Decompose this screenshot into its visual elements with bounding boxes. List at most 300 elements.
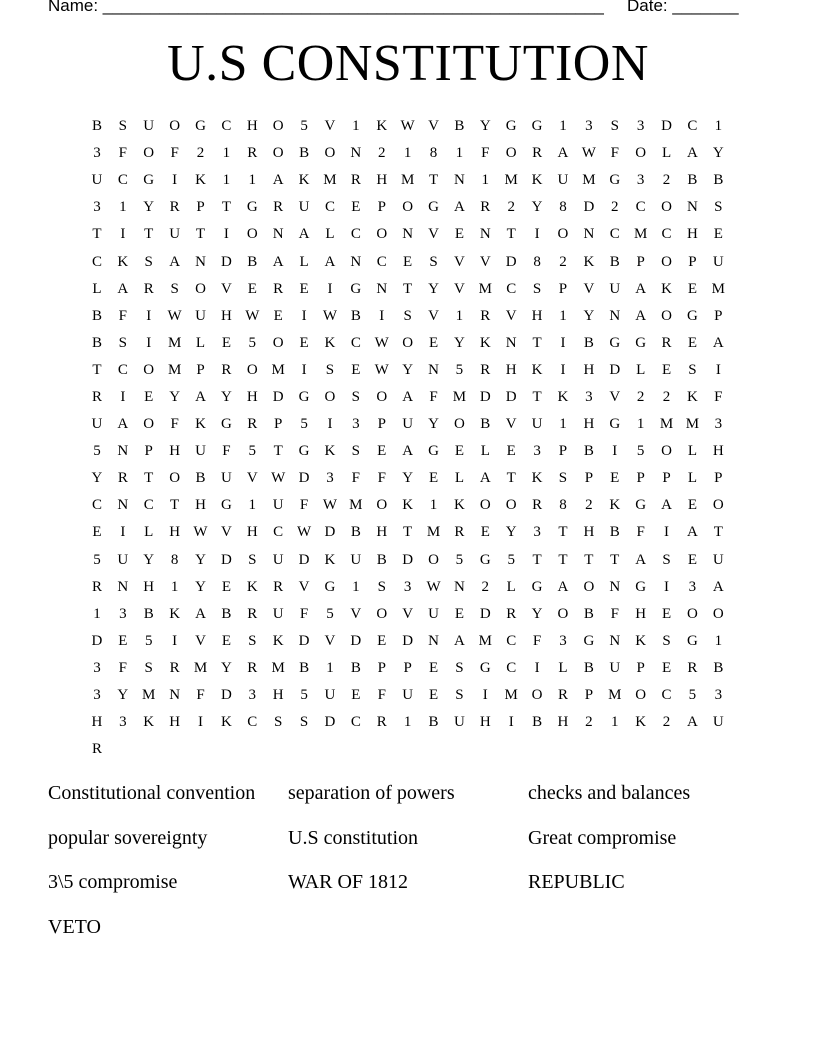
grid-letter: T: [403, 524, 413, 541]
grid-letter: T: [584, 551, 594, 568]
grid-letter: 2: [662, 388, 671, 405]
grid-letter: E: [403, 253, 413, 270]
grid-letter: 3: [585, 118, 593, 135]
grid-letter: I: [146, 334, 152, 351]
grid-letter: V: [350, 605, 362, 622]
grid-letter: V: [324, 118, 336, 135]
grid-letter: S: [403, 307, 412, 324]
grid-letter: 2: [636, 388, 645, 405]
grid-letter: C: [376, 253, 387, 270]
grid-letter: Y: [91, 470, 103, 487]
grid-letter: Y: [479, 118, 491, 135]
grid-letter: 5: [688, 687, 697, 704]
grid-letter: T: [403, 280, 413, 297]
grid-letter: M: [478, 280, 492, 297]
grid-letter: A: [324, 253, 336, 270]
grid-letter: M: [323, 172, 337, 189]
grid-letter: M: [400, 172, 415, 189]
grid-letter: N: [505, 334, 517, 351]
grid-letter: D: [479, 388, 491, 405]
grid-letter: E: [428, 334, 439, 351]
grid-letter: 1: [222, 172, 231, 189]
grid-letter: R: [661, 334, 672, 351]
grid-letter: 2: [662, 172, 671, 189]
grid-letter: 3: [714, 416, 723, 433]
grid-letter: A: [402, 443, 414, 460]
grid-letter: N: [350, 145, 362, 162]
grid-letter: 8: [559, 199, 567, 216]
grid-letter: B: [583, 659, 594, 676]
grid-letter: E: [144, 388, 154, 405]
grid-letter: O: [272, 145, 284, 162]
grid-letter: O: [402, 334, 414, 351]
grid-letter: I: [198, 714, 203, 731]
grid-letter: U: [712, 551, 724, 568]
grid-letter: B: [583, 443, 594, 460]
grid-letter: R: [247, 605, 258, 622]
grid-letter: C: [661, 687, 672, 704]
grid-letter: C: [221, 118, 232, 135]
grid-letter: K: [117, 253, 129, 270]
grid-letter: 3: [93, 659, 101, 676]
grid-letter: N: [376, 280, 388, 297]
grid-letter: K: [324, 551, 336, 568]
grid-letter: H: [272, 687, 284, 704]
grid-letter: C: [687, 118, 698, 135]
grid-letter: W: [322, 497, 338, 514]
grid-letter: L: [558, 659, 568, 676]
grid-letter: T: [170, 497, 180, 514]
grid-letter: N: [117, 497, 129, 514]
grid-letter: C: [635, 199, 646, 216]
grid-letter: 1: [611, 714, 619, 731]
grid-letter: 5: [300, 687, 308, 704]
grid-letter: Y: [583, 307, 595, 324]
grid-letter: 3: [93, 687, 101, 704]
grid-letter: I: [223, 226, 229, 243]
grid-letter: C: [609, 226, 620, 243]
grid-letter: A: [298, 226, 310, 243]
grid-letter: N: [428, 361, 439, 378]
grid-letter: 1: [403, 714, 412, 731]
grid-letter: E: [610, 470, 620, 487]
grid-letter: F: [481, 145, 490, 162]
grid-letter: A: [453, 632, 465, 649]
grid-letter: A: [712, 578, 724, 595]
grid-letter: P: [377, 416, 386, 433]
grid-letter: 2: [559, 253, 567, 270]
grid-letter: O: [169, 118, 181, 135]
grid-letter: I: [327, 280, 333, 297]
grid-letter: E: [351, 199, 361, 216]
grid-letter: B: [480, 416, 491, 433]
grid-letter: G: [350, 280, 362, 297]
grid-letter: R: [143, 280, 154, 297]
grid-letter: H: [376, 524, 388, 541]
grid-letter: O: [376, 605, 388, 622]
grid-letter: A: [687, 524, 698, 541]
grid-letter: M: [633, 226, 648, 243]
grid-letter: S: [351, 388, 361, 405]
grid-letter: 3: [93, 145, 101, 162]
grid-letter: C: [661, 226, 672, 243]
grid-letter: R: [221, 361, 232, 378]
grid-letter: D: [661, 118, 672, 135]
grid-letter: R: [480, 199, 491, 216]
grid-letter: K: [479, 334, 491, 351]
grid-letter: B: [428, 714, 439, 731]
grid-letter: N: [453, 172, 465, 189]
grid-letter: P: [688, 253, 697, 270]
grid-letter: B: [609, 524, 620, 541]
grid-letter: R: [506, 605, 517, 622]
grid-letter: W: [193, 524, 208, 541]
grid-letter: R: [91, 388, 102, 405]
grid-letter: T: [506, 226, 516, 243]
grid-letter: G: [324, 578, 336, 595]
grid-letter: 5: [300, 416, 308, 433]
word-list-item: REPUBLIC: [528, 871, 625, 893]
grid-letter: S: [558, 470, 568, 487]
grid-letter: C: [117, 172, 128, 189]
grid-letter: 1: [714, 632, 723, 649]
grid-letter: E: [687, 334, 698, 351]
grid-letter: H: [583, 416, 595, 433]
grid-letter: R: [273, 280, 284, 297]
grid-letter: T: [92, 226, 102, 243]
grid-letter: Y: [143, 199, 155, 216]
grid-letter: O: [143, 145, 155, 162]
grid-letter: I: [301, 361, 307, 378]
grid-letter: F: [118, 145, 127, 162]
grid-letter: D: [298, 551, 310, 568]
grid-letter: 1: [714, 118, 723, 135]
grid-letter: E: [687, 280, 698, 297]
grid-letter: E: [273, 307, 283, 324]
grid-letter: O: [661, 253, 672, 270]
grid-letter: O: [143, 416, 155, 433]
grid-letter: I: [508, 714, 514, 731]
grid-letter: C: [324, 199, 335, 216]
grid-letter: 3: [248, 687, 257, 704]
grid-letter: E: [221, 334, 231, 351]
grid-letter: M: [452, 388, 467, 405]
grid-letter: H: [246, 118, 258, 135]
grid-letter: U: [531, 416, 543, 433]
grid-letter: C: [91, 497, 102, 514]
grid-letter: Y: [505, 524, 517, 541]
grid-letter: V: [453, 280, 465, 297]
grid-letter: 3: [688, 578, 697, 595]
grid-letter: F: [377, 470, 386, 487]
grid-letter: S: [299, 714, 309, 731]
grid-letter: 1: [455, 307, 464, 324]
grid-letter: V: [220, 524, 232, 541]
grid-letter: S: [144, 253, 153, 270]
grid-letter: 8: [533, 253, 541, 270]
grid-letter: D: [220, 551, 232, 568]
grid-letter: F: [170, 145, 179, 162]
grid-letter: O: [505, 145, 517, 162]
grid-letter: H: [687, 226, 698, 243]
grid-letter: H: [195, 497, 206, 514]
grid-letter: 3: [585, 388, 593, 405]
grid-letter: E: [661, 361, 672, 378]
grid-letter: U: [117, 551, 129, 568]
grid-letter: Y: [402, 361, 414, 378]
grid-letter: P: [636, 659, 645, 676]
grid-letter: M: [685, 416, 700, 433]
grid-letter: 5: [300, 118, 308, 135]
grid-letter: O: [324, 388, 336, 405]
grid-letter: B: [713, 172, 724, 189]
grid-letter: N: [453, 578, 465, 595]
grid-letter: O: [324, 145, 336, 162]
grid-letter: N: [687, 199, 698, 216]
grid-letter: S: [714, 199, 723, 216]
grid-letter: B: [91, 118, 102, 135]
grid-letter: O: [272, 334, 284, 351]
grid-letter: K: [195, 416, 206, 433]
grid-letter: I: [664, 578, 670, 595]
grid-letter: U: [557, 172, 569, 189]
grid-letter: 3: [326, 470, 334, 487]
grid-letter: C: [350, 226, 361, 243]
grid-letter: I: [482, 687, 488, 704]
grid-letter: 2: [585, 497, 593, 514]
grid-letter: V: [428, 118, 439, 135]
grid-letter: M: [711, 280, 725, 297]
grid-letter: F: [118, 307, 127, 324]
grid-letter: O: [687, 605, 698, 622]
grid-letter: 1: [170, 578, 179, 595]
grid-letter: G: [479, 659, 491, 676]
grid-letter: P: [274, 416, 283, 433]
grid-letter: R: [480, 361, 491, 378]
grid-letter: U: [272, 551, 284, 568]
grid-letter: F: [610, 605, 619, 622]
word-list-item: VETO: [48, 915, 101, 938]
grid-letter: O: [376, 497, 388, 514]
grid-letter: L: [661, 145, 672, 162]
grid-letter: W: [245, 307, 260, 324]
grid-letter: S: [144, 659, 153, 676]
grid-letter: K: [687, 388, 698, 405]
grid-letter: L: [506, 578, 516, 595]
grid-letter: C: [350, 334, 361, 351]
word-list-item: popular sovereignty: [48, 826, 208, 849]
grid-letter: O: [143, 361, 155, 378]
grid-letter: M: [167, 361, 182, 378]
grid-letter: Y: [428, 280, 439, 297]
grid-letter: W: [322, 307, 338, 324]
grid-letter: B: [143, 605, 154, 622]
grid-letter: T: [144, 226, 154, 243]
grid-letter: V: [402, 605, 414, 622]
grid-letter: H: [246, 388, 258, 405]
grid-letter: E: [221, 632, 231, 649]
grid-letter: 2: [377, 145, 386, 162]
grid-letter: G: [687, 632, 698, 649]
grid-letter: K: [220, 714, 232, 731]
grid-letter: U: [402, 687, 414, 704]
grid-letter: T: [195, 226, 206, 243]
grid-letter: R: [454, 524, 465, 541]
grid-letter: T: [428, 172, 439, 189]
page-title: U.S CONSTITUTION: [167, 35, 649, 92]
grid-letter: T: [92, 361, 102, 378]
grid-letter: V: [505, 307, 517, 324]
grid-letter: 3: [119, 714, 127, 731]
grid-letter: F: [299, 605, 309, 622]
grid-letter: T: [532, 334, 542, 351]
grid-letter: W: [374, 361, 389, 378]
grid-letter: U: [169, 226, 181, 243]
grid-letter: T: [273, 443, 283, 460]
grid-letter: H: [712, 443, 724, 460]
word-list-item: checks and balances: [528, 782, 691, 804]
grid-letter: P: [377, 659, 386, 676]
grid-letter: I: [146, 307, 152, 324]
grid-letter: I: [120, 524, 126, 541]
grid-letter: K: [324, 334, 336, 351]
grid-letter: O: [661, 199, 672, 216]
grid-letter: F: [351, 470, 361, 487]
grid-letter: O: [195, 280, 206, 297]
grid-letter: K: [557, 388, 569, 405]
grid-letter: E: [92, 524, 102, 541]
grid-letter: 3: [714, 687, 723, 704]
grid-letter: U: [220, 470, 232, 487]
grid-letter: L: [480, 443, 490, 460]
grid-letter: S: [118, 118, 127, 135]
grid-letter: K: [583, 253, 595, 270]
grid-letter: U: [272, 497, 284, 514]
grid-letter: 1: [93, 605, 101, 622]
grid-letter: P: [714, 307, 723, 324]
grid-letter: V: [246, 470, 258, 487]
grid-letter: P: [636, 470, 645, 487]
grid-letter: E: [480, 524, 490, 541]
grid-letter: O: [712, 605, 724, 622]
grid-letter: O: [712, 497, 724, 514]
grid-letter: 5: [636, 443, 645, 460]
grid-letter: G: [220, 416, 232, 433]
grid-letter: K: [246, 578, 258, 595]
grid-letter: A: [453, 199, 465, 216]
grid-letter: B: [687, 172, 698, 189]
grid-letter: C: [143, 497, 154, 514]
grid-letter: I: [560, 334, 566, 351]
grid-letter: V: [428, 307, 439, 324]
grid-letter: B: [350, 659, 361, 676]
grid-letter: 5: [455, 361, 464, 378]
grid-letter: G: [298, 388, 310, 405]
grid-letter: V: [324, 632, 336, 649]
grid-letter: A: [557, 145, 569, 162]
grid-letter: O: [583, 578, 595, 595]
grid-letter: R: [91, 578, 102, 595]
grid-letter: S: [532, 280, 542, 297]
grid-letter: I: [172, 632, 178, 649]
grid-letter: 5: [144, 632, 153, 649]
grid-letter: S: [662, 632, 671, 649]
grid-letter: 3: [352, 416, 360, 433]
grid-letter: B: [350, 524, 361, 541]
grid-letter: M: [349, 497, 363, 514]
grid-letter: N: [479, 226, 491, 243]
grid-letter: U: [298, 199, 310, 216]
grid-letter: A: [272, 253, 284, 270]
grid-letter: M: [426, 524, 441, 541]
grid-letter: G: [687, 307, 698, 324]
grid-letter: K: [402, 497, 414, 514]
grid-letter: P: [196, 361, 205, 378]
grid-letter: B: [583, 605, 594, 622]
grid-letter: H: [635, 605, 647, 622]
grid-letter: N: [350, 253, 362, 270]
grid-letter: A: [635, 280, 647, 297]
grid-letter: 5: [507, 551, 515, 568]
grid-letter: I: [534, 659, 540, 676]
grid-letter: N: [117, 578, 129, 595]
grid-letter: R: [247, 145, 258, 162]
grid-letter: G: [609, 172, 621, 189]
grid-letter: K: [376, 118, 388, 135]
grid-letter: H: [169, 714, 181, 731]
date-field-label: Date: _______: [627, 0, 739, 15]
grid-letter: M: [504, 687, 518, 704]
grid-letter: B: [299, 145, 310, 162]
grid-letter: A: [402, 388, 414, 405]
grid-letter: I: [120, 226, 126, 243]
grid-letter: H: [505, 361, 517, 378]
grid-letter: E: [221, 578, 231, 595]
grid-letter: U: [712, 253, 724, 270]
grid-letter: 5: [326, 605, 334, 622]
grid-letter: P: [636, 253, 645, 270]
grid-letter: G: [143, 172, 155, 189]
grid-letter: F: [299, 497, 309, 514]
grid-letter: A: [479, 470, 491, 487]
grid-letter: N: [402, 226, 414, 243]
grid-letter: G: [583, 632, 595, 649]
grid-letter: T: [610, 551, 620, 568]
grid-letter: P: [714, 470, 723, 487]
grid-letter: T: [221, 199, 231, 216]
grid-letter: R: [350, 172, 361, 189]
grid-letter: N: [272, 226, 284, 243]
grid-letter: Y: [169, 388, 181, 405]
grid-letter: G: [298, 443, 310, 460]
grid-letter: L: [195, 334, 206, 351]
grid-letter: S: [248, 551, 257, 568]
grid-letter: L: [687, 470, 698, 487]
grid-letter: D: [220, 687, 232, 704]
grid-letter: D: [505, 253, 517, 270]
grid-letter: K: [609, 497, 621, 514]
grid-letter: A: [195, 388, 206, 405]
grid-letter: 3: [559, 632, 567, 649]
grid-letter: Y: [428, 416, 439, 433]
grid-letter: 8: [170, 551, 179, 568]
grid-letter: H: [531, 307, 543, 324]
grid-letter: E: [428, 687, 439, 704]
grid-letter: P: [196, 199, 205, 216]
grid-letter: T: [713, 524, 723, 541]
grid-letter: 2: [481, 578, 490, 595]
grid-letter: G: [479, 551, 491, 568]
